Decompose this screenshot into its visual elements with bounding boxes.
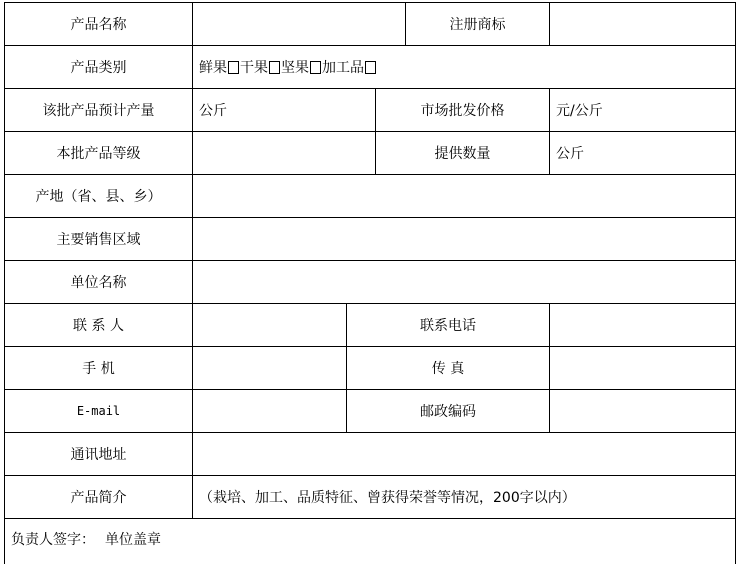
signature-row <box>4 519 736 564</box>
mobile-label: 手 机 <box>4 347 193 390</box>
phone-field[interactable] <box>550 304 736 347</box>
postcode-label: 邮政编码 <box>347 390 550 433</box>
est-output-label: 该批产品预计产量 <box>4 89 193 132</box>
fax-label: 传 真 <box>347 347 550 390</box>
checkbox-processed[interactable] <box>365 61 376 74</box>
address-field[interactable] <box>193 433 736 476</box>
intro-hint: （栽培、加工、品质特征、曾获得荣誉等情况，200字以内） <box>199 490 576 506</box>
checkbox-nuts[interactable] <box>310 61 321 74</box>
category-option-processed <box>322 57 377 77</box>
email-label: E-mail <box>4 390 193 433</box>
intro-field[interactable] <box>193 476 736 519</box>
org-name-label: 单位名称 <box>4 261 193 304</box>
category-option-dried <box>240 57 281 77</box>
category-option-processed-label: 加工品 <box>322 60 364 76</box>
category-option-fresh-label: 鲜果 <box>199 60 227 76</box>
category-options <box>193 46 736 89</box>
est-output-field[interactable]: 公斤 <box>193 89 376 132</box>
seal-label: 单位盖章 <box>105 532 161 548</box>
email-field[interactable] <box>193 390 347 433</box>
category-option-nuts-label: 坚果 <box>281 60 309 76</box>
grade-label: 本批产品等级 <box>4 132 193 175</box>
sales-region-label: 主要销售区域 <box>4 218 193 261</box>
supply-qty-label: 提供数量 <box>376 132 550 175</box>
checkbox-fresh[interactable] <box>228 61 239 74</box>
category-label: 产品类别 <box>4 46 193 89</box>
origin-field[interactable] <box>193 175 736 218</box>
signature-label: 负责人签字： <box>11 532 95 548</box>
org-name-field[interactable] <box>193 261 736 304</box>
category-option-dried-label: 干果 <box>240 60 268 76</box>
postcode-field[interactable] <box>550 390 736 433</box>
mobile-field[interactable] <box>193 347 347 390</box>
product-name-field[interactable] <box>193 2 406 46</box>
intro-label: 产品简介 <box>4 476 193 519</box>
wholesale-price-field[interactable]: 元/公斤 <box>550 89 736 132</box>
contact-field[interactable] <box>193 304 347 347</box>
address-label: 通讯地址 <box>4 433 193 476</box>
contact-label: 联 系 人 <box>4 304 193 347</box>
phone-label: 联系电话 <box>347 304 550 347</box>
trademark-field[interactable] <box>550 2 736 46</box>
category-option-fresh <box>199 57 240 77</box>
trademark-label: 注册商标 <box>406 2 550 46</box>
fax-field[interactable] <box>550 347 736 390</box>
category-option-nuts <box>281 57 322 77</box>
grade-field[interactable] <box>193 132 376 175</box>
wholesale-price-label: 市场批发价格 <box>376 89 550 132</box>
sales-region-field[interactable] <box>193 218 736 261</box>
supply-qty-field[interactable]: 公斤 <box>550 132 736 175</box>
origin-label: 产地（省、县、乡） <box>4 175 193 218</box>
checkbox-dried[interactable] <box>269 61 280 74</box>
product-name-label: 产品名称 <box>4 2 193 46</box>
